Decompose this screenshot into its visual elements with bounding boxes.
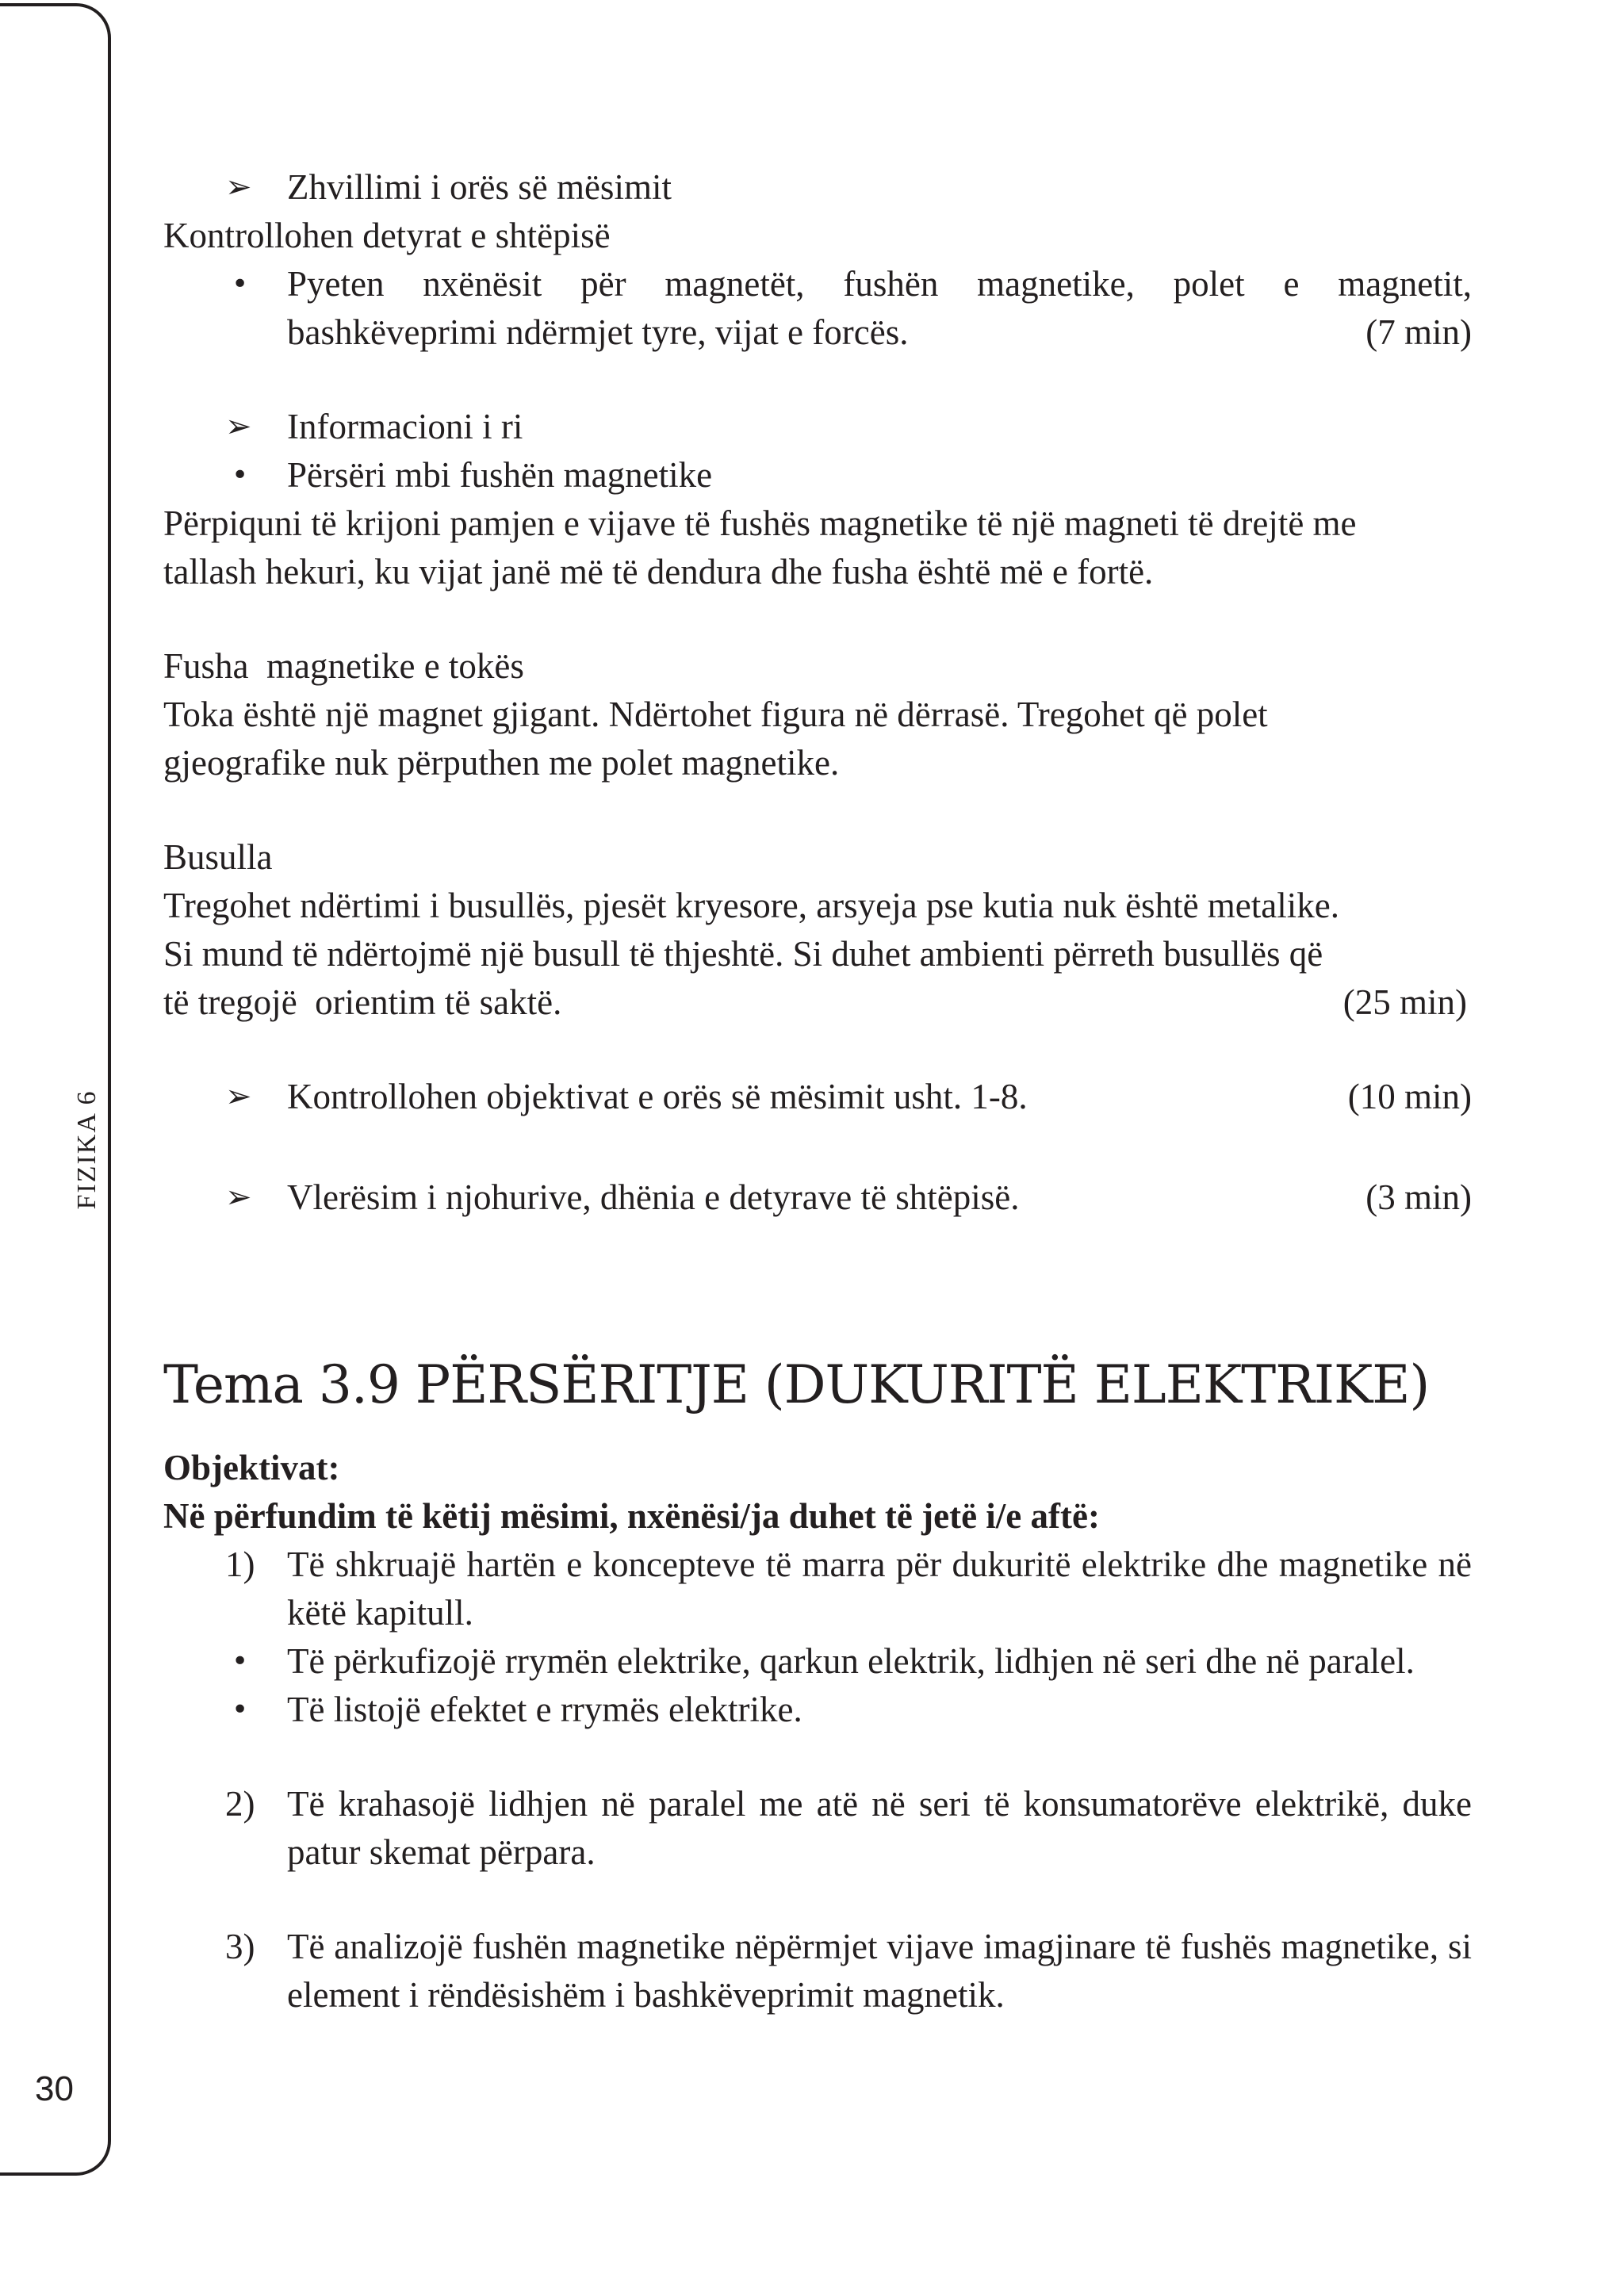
objective-text: Të krahasojë lidhjen në paralel me atë në seri të konsumatorëve elektrikë, duke patur skemat përpara. [287, 1784, 1472, 1872]
bullet-dot-icon: • [232, 268, 249, 301]
paragraph-line [163, 739, 1472, 787]
paragraph-text: gjeografike nuk përputhen me polet magnetike. [163, 743, 840, 783]
paragraph-line [163, 978, 1467, 1027]
page-content [163, 163, 1472, 2019]
paragraph-text: Përpiquni të krijoni pamjen e vijave të fushës magnetike të një magneti të drejtë me [163, 503, 1357, 543]
objective-text: Të përkufizojë rrymën elektrike, qarkun elektrik, lidhjen në seri dhe në paralel. [287, 1641, 1415, 1681]
objective-text: Të shkruajë hartën e koncepteve të marra për dukuritë elektrike dhe magnetike në këtë kapitull. [287, 1545, 1472, 1633]
time-label: (3 min) [1365, 1177, 1472, 1217]
paragraph-text: tallash hekuri, ku vijat janë më të dendura dhe fusha është më e fortë. [163, 552, 1154, 591]
subsection-title-text: Fusha magnetike e tokës [163, 646, 524, 686]
section-informacioni [225, 403, 1472, 451]
bullet-text: Përsëri mbi fushën magnetike [287, 455, 713, 495]
section-heading: Vlerësim i njohurive, dhënia e detyrave të shtëpisë. [287, 1177, 1020, 1217]
section-vleresim [225, 1173, 1472, 1222]
tema-title: Tema 3.9 PËRSËRITJE (DUKURITË ELEKTRIKE) [163, 1354, 1430, 1415]
subsection-title [163, 642, 1472, 691]
bullet-dot-icon: • [232, 459, 249, 492]
bullet-dot-icon: • [232, 1645, 249, 1678]
objective-item [225, 1923, 1472, 2019]
objective-marker: 2) [225, 1784, 255, 1824]
time-label: (25 min) [1342, 982, 1467, 1022]
paragraph-text: të tregojë orientim të saktë. [163, 982, 562, 1022]
bullet-line: Pyeten nxënësit për magnetët, fushën magnetike, polet e magnetit, [287, 264, 1472, 304]
bullet-line: bashkëveprimi ndërmjet tyre, vijat e forcës. [287, 312, 909, 352]
section-heading: Zhvillimi i orës së mësimit [287, 167, 672, 207]
objectives-intro-text: Në përfundim të këtij mësimi, nxënësi/ja duhet të jetë i/e aftë: [163, 1496, 1100, 1536]
paragraph-text: Toka është një magnet gjigant. Ndërtohet figura në dërrasë. Tregohet që polet [163, 695, 1268, 734]
paragraph-line [163, 930, 1472, 978]
book-title-vertical: FIZIKA 6 [72, 1089, 102, 1210]
arrow-bullet-icon: ➢ [225, 408, 252, 445]
objectives-intro [163, 1492, 1472, 1541]
arrow-bullet-icon: ➢ [225, 169, 252, 205]
bullet-dot-icon: • [232, 1694, 249, 1726]
paragraph-line [163, 882, 1472, 930]
subsection-title-text: Busulla [163, 837, 273, 877]
paragraph-line [163, 500, 1472, 548]
page-number: 30 [35, 2069, 74, 2108]
objectives-label-text: Objektivat: [163, 1448, 340, 1487]
section-zhvillimi [225, 163, 1472, 212]
objective-marker: 1) [225, 1545, 255, 1584]
objective-item [225, 1637, 1472, 1686]
objective-item [225, 1780, 1472, 1877]
section-kontrollohen [225, 1073, 1472, 1121]
paragraph-line [163, 691, 1472, 739]
section-heading: Informacioni i ri [287, 407, 523, 446]
paragraph-text: Tregohet ndërtimi i busullës, pjesët kryesore, arsyeja pse kutia nuk është metalike. [163, 886, 1339, 925]
objective-text: Të listojë efektet e rrymës elektrike. [287, 1690, 802, 1729]
section-heading: Kontrollohen objektivat e orës së mësimit usht. 1-8. [287, 1077, 1028, 1116]
intro-text: Kontrollohen detyrat e shtëpisë [163, 216, 611, 255]
arrow-bullet-icon: ➢ [225, 1179, 252, 1215]
bullet-item [225, 260, 1472, 357]
time-label: (7 min) [1365, 312, 1472, 352]
subsection-title [163, 833, 1472, 882]
paragraph-line [163, 548, 1472, 596]
time-label: (10 min) [1347, 1077, 1472, 1116]
bullet-item [225, 451, 1472, 500]
arrow-bullet-icon: ➢ [225, 1078, 252, 1115]
objective-item [225, 1686, 1472, 1734]
objective-item [225, 1541, 1472, 1637]
objective-text: Të analizojë fushën magnetike nëpërmjet vijave imagjinare të fushës magnetike, si element i rëndësishëm i bashkëveprimit magnetik. [287, 1927, 1472, 2015]
objective-marker: 3) [225, 1927, 255, 1966]
objectives-label [163, 1444, 1472, 1492]
intro-line [163, 212, 1472, 260]
paragraph-text: Si mund të ndërtojmë një busull të thjeshtë. Si duhet ambienti përreth busullës që [163, 934, 1323, 974]
